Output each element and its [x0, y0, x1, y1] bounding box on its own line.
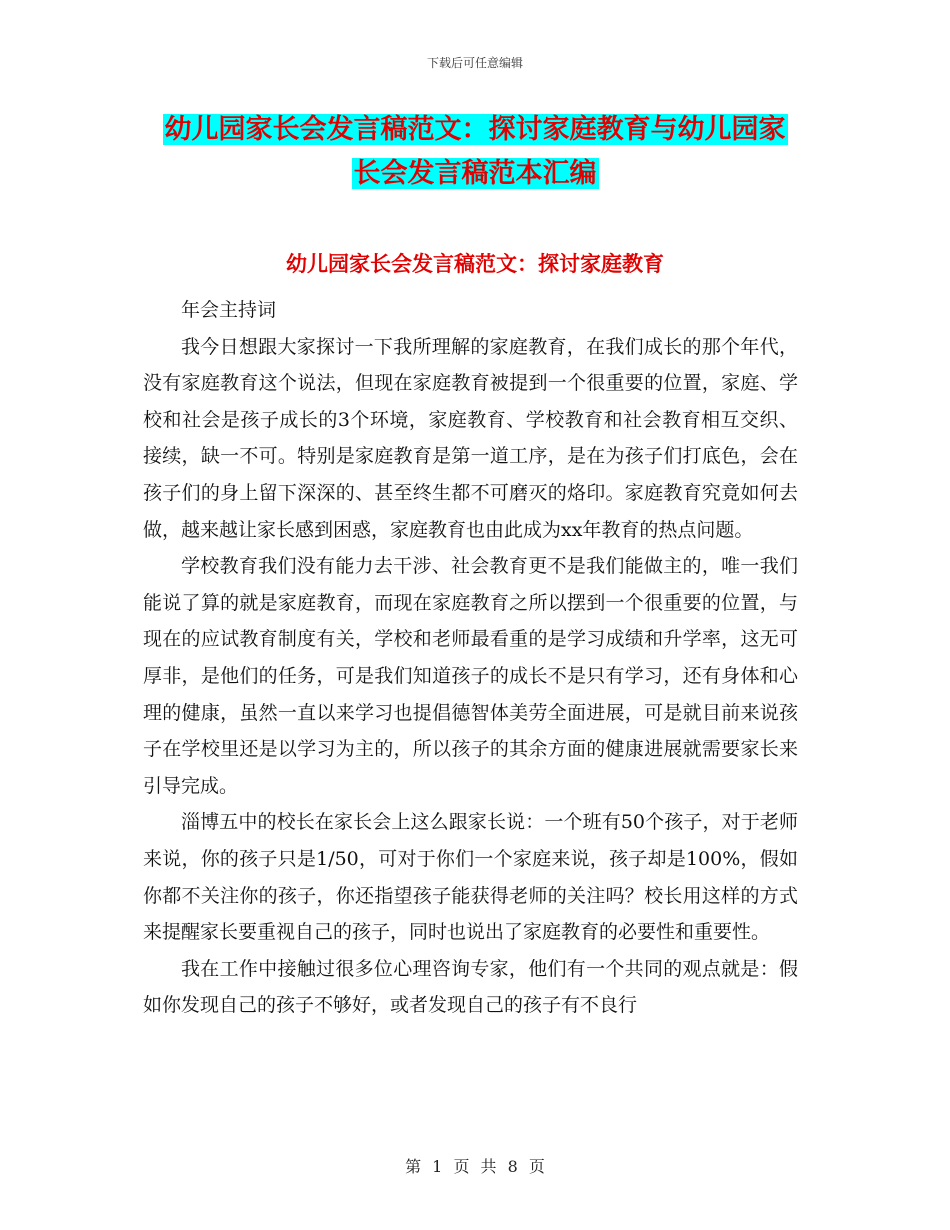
page-header-note: 下载后可任意编辑	[426, 56, 523, 70]
document-title-text-1: 幼儿园家长会发言稿范文：探讨家庭教育与幼儿园家	[164, 114, 786, 145]
paragraph: 我在工作中接触过很多位心理咨询专家，他们有一个共同的观点就是：假如你发现自己的孩子不够好，或者发现自己的孩子有不良行	[143, 957, 798, 1017]
body-text	[143, 292, 798, 1024]
document-title-line-2	[0, 156, 950, 192]
page-footer: 第 1 页 共 8 页	[405, 1157, 545, 1176]
document-title-text-2: 长会发言稿范本汇编	[353, 158, 597, 189]
paragraph-heading: 年会主持词	[181, 299, 277, 321]
paragraph: 学校教育我们没有能力去干涉、社会教育更不是我们能做主的，唯一我们能说了算的就是家庭教育，而现在家庭教育之所以摆到一个很重要的位置，与现在的应试教育制度有关，学校和老师最看重的是学习成绩和升学率，这无可厚非，是他们的任务，可是我们知道孩子的成长不是只有学习，还有身体和心理的健康，虽然一直以来学习也提倡德智体美劳全面进展，可是就目前来说孩子在学校里还是以学习为主的，所以孩子的其余方面的健康进展就需要家长来引导完成。	[143, 555, 798, 797]
paragraph: 我今日想跟大家探讨一下我所理解的家庭教育，在我们成长的那个年代，没有家庭教育这个说法，但现在家庭教育被提到一个很重要的位置，家庭、学校和社会是孩子成长的3个环境，家庭教育、学校教育和社会教育相互交织、接续，缺一不可。特别是家庭教育是第一道工序，是在为孩子们打底色，会在孩子们的身上留下深深的、甚至终生都不可磨灭的烙印。家庭教育究竟如何去做，越来越让家长感到困惑，家庭教育也由此成为xx年教育的热点问题。	[143, 335, 798, 541]
section-title: 幼儿园家长会发言稿范文：探讨家庭教育	[286, 252, 664, 276]
document-title-line-1	[0, 112, 950, 148]
paragraph: 淄博五中的校长在家长会上这么跟家长说：一个班有50个孩子，对于老师来说，你的孩子只是1/50，可对于你们一个家庭来说，孩子却是100%，假如你都不关注你的孩子，你还指望孩子能获得老师的关注吗？校长用这样的方式来提醒家长要重视自己的孩子，同时也说出了家庭教育的必要性和重要性。	[143, 811, 798, 944]
